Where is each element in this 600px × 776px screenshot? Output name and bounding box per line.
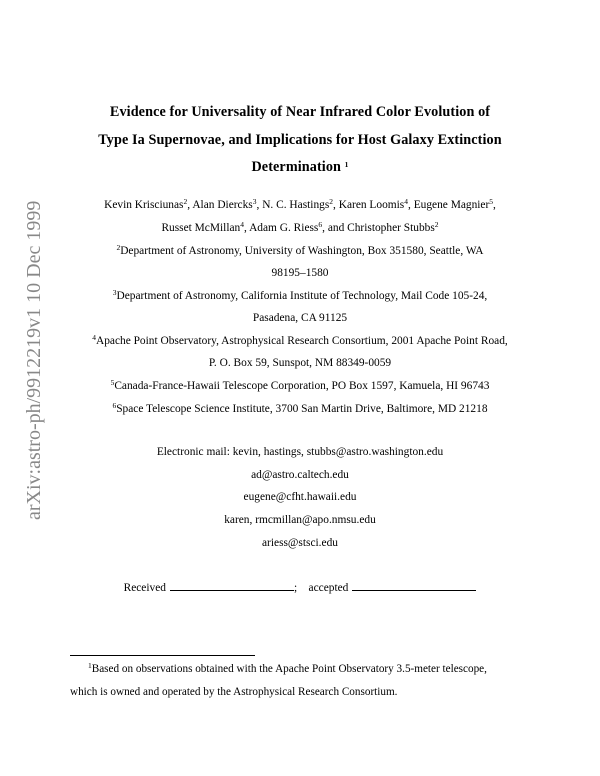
email-line-2: ad@astro.caltech.edu [251,469,349,481]
received-separator: ; [293,582,298,594]
affiliation-4-line-1 [0,335,600,347]
affiliation-text: Department of Astronomy, California Institute of Technology, Mail Code 105-24, [116,290,488,302]
title-line-1: Evidence for Universality of Near Infrared Color Evolution of [109,104,491,120]
author-affiliation-mark: 4 [404,197,408,206]
affiliation-text: Space Telescope Science Institute, 3700 San Martin Drive, Baltimore, MD 21218 [116,403,488,415]
arxiv-identifier-stamp: arXiv:astro-ph/9912219v1 10 Dec 1999 [23,200,45,520]
footnote-text: Based on observations obtained with the Apache Point Observatory 3.5-meter telescope, [91,663,487,675]
affiliation-2-line-2: 98195–1580 [271,267,329,279]
affiliation-text: Department of Astronomy, University of Washington, Box 351580, Seattle, WA [120,245,484,257]
author-name: Karen Loomis [338,199,405,211]
affiliation-mark: 5 [110,378,115,387]
author-affiliation-mark: 2 [183,197,188,206]
affiliation-mark: 4 [92,333,96,342]
affiliation-text: Apache Point Observatory, Astrophysical Research Consortium, 2001 Apache Point Road, [95,335,508,347]
email-line-3: eugene@cfht.hawaii.edu [243,491,357,503]
author-affiliation-mark: 6 [318,220,323,229]
title-line-3 [0,159,600,176]
author-name: Kevin Krisciunas [104,199,184,211]
affiliation-3-line-2: Pasadena, CA 91125 [252,312,348,324]
footnote-rule [70,655,255,656]
footnote-line-2: which is owned and operated by the Astrophysical Research Consortium. [70,686,398,698]
authors-line-2: Russet McMillan$^4$, Adam G. Riess$^6$, and Christopher Stubbs$^2$ [161,220,439,234]
author-name: Adam G. Riess [249,222,319,234]
accepted-date-blank [352,580,476,591]
author-name: Eugene Magnier [413,199,490,211]
author-affiliation-mark: 3 [252,197,257,206]
author-affiliation-mark: 4 [240,220,244,229]
author-name: Russet McMillan [161,222,241,234]
title-line-2: Type Ia Supernovae, and Implications for Host Galaxy Extinction [98,132,502,148]
email-line-4: karen, rmcmillan@apo.nmsu.edu [224,514,376,526]
author-affiliation-mark: 5 [489,197,494,206]
footnote-line-1 [70,657,540,681]
received-date-blank [170,580,294,591]
author-conjunction: and [327,222,345,234]
affiliation-5-line-1 [0,380,600,392]
author-name: N. C. Hastings [262,199,330,211]
received-label: Received [123,582,166,594]
title-text: Determination [251,159,342,175]
affiliation-4-line-2: P. O. Box 59, Sunspot, NM 88349-0059 [208,357,392,369]
affiliation-mark: 3 [112,288,117,297]
email-line-5: ariess@stsci.edu [262,537,338,549]
affiliation-text: Canada-France-Hawaii Telescope Corporation, PO Box 1597, Kamuela, HI 96743 [114,380,490,392]
title-footnote-mark: 1 [344,160,349,169]
author-affiliation-mark: 2 [329,197,334,206]
received-accepted-row [0,580,600,594]
affiliation-6-line-1 [0,403,600,415]
affiliation-mark: 6 [112,401,117,410]
affiliation-mark: 2 [116,243,121,252]
footnote-mark: 1 [88,661,92,670]
affiliation-2-line-1 [0,245,600,257]
accepted-label: accepted [308,582,349,594]
author-name: Christopher Stubbs [347,222,435,234]
email-line-1: Electronic mail: kevin, hastings, stubbs@astro.washington.edu [156,446,444,458]
author-affiliation-mark: 2 [434,220,439,229]
affiliation-3-line-1 [0,290,600,302]
authors-line-1: Kevin Krisciunas$^2$, Alan Diercks$^3$, N. C. Hastings$^2$, Karen Loomis$^4$, Eugene Magnier$^5$, [104,197,496,211]
author-name: Alan Diercks [192,199,253,211]
